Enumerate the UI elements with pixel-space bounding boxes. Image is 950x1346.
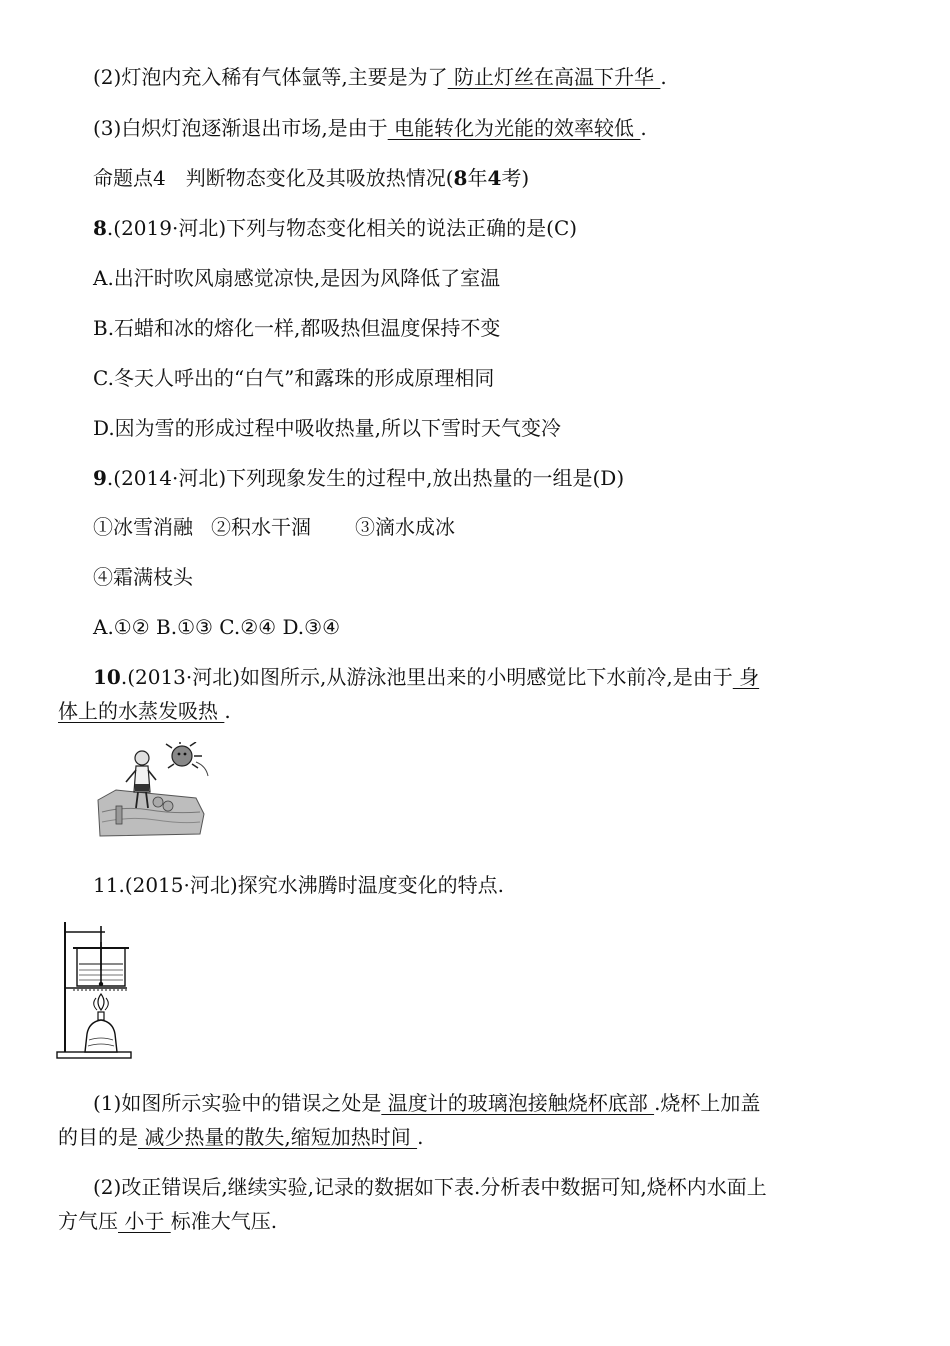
q9-item-4: ④霜满枝头 [93,565,193,589]
q7-part2-answer: 防止灯丝在高温下升华 [447,65,661,89]
q8-option-c: C.冬天人呼出的“白气”和露珠的形成原理相同 [93,366,495,390]
q11-part1-answer: 温度计的玻璃泡接触烧杯底部 [381,1091,655,1115]
section-heading [93,165,529,191]
q11-part1 [93,1090,760,1116]
q8-option-a: A.出汗时吹风扇感觉凉快,是因为风降低了室温 [93,266,501,290]
section-end: 考) [501,166,530,190]
q8-stem-text: .(2019·河北)下列与物态变化相关的说法正确的是(C) [106,216,578,240]
q11-part2-line2-text: 方气压 [58,1209,118,1233]
q7-part3-text: (3)白炽灯泡逐渐退出市场,是由于 [93,116,388,140]
q10-stem [93,664,759,690]
q11-part1-tail: .烧杯上加盖 [654,1091,761,1115]
section-count: 4 [487,166,502,190]
q10-number: 10 [93,665,121,689]
q8-stem [93,215,577,241]
q7-part2-end: . [660,65,667,89]
q11-part1-answer2: 减少热量的散失,缩短加热时间 [138,1125,418,1149]
q11-part1-line2 [58,1124,423,1150]
q10-answer-part1: 身 [732,665,760,689]
q11-part1-line2-end: . [417,1125,424,1149]
q11-part1-text: (1)如图所示实验中的错误之处是 [93,1091,382,1115]
q11-part2-line2 [58,1208,277,1234]
q7-part2 [93,64,667,90]
section-title: 判断物态变化及其吸放热情况( [185,166,454,190]
q8-number: 8 [93,216,107,240]
q11-part2-end: 标准大气压. [170,1209,278,1233]
q10-stem-text: .(2013·河北)如图所示,从游泳池里出来的小明感觉比下水前冷,是由于 [120,665,733,689]
q7-part3 [93,115,647,141]
q7-part2-text: (2)灯泡内充入稀有气体氩等,主要是为了 [93,65,448,89]
q9-item-3: ③滴水成冰 [355,515,455,539]
q9-items-row [93,514,455,540]
q10-line2 [58,698,231,724]
q9-stem [93,465,624,491]
q10-end: . [224,699,231,723]
q7-part3-end: . [640,116,647,140]
q11-stem: 11.(2015·河北)探究水沸腾时温度变化的特点. [93,873,505,897]
boiling-apparatus-diagram [55,918,135,1060]
q11-part1-line2-text: 的目的是 [58,1125,138,1149]
q9-stem-text: .(2014·河北)下列现象发生的过程中,放出热量的一组是(D) [106,466,625,490]
q8-option-d: D.因为雪的形成过程中吸收热量,所以下雪时天气变冷 [93,416,562,440]
swimmer-illustration [96,742,216,842]
q9-item-1: ①冰雪消融 [93,515,193,539]
q8-option-b: B.石蜡和冰的熔化一样,都吸热但温度保持不变 [93,316,501,340]
q9-number: 9 [93,466,107,490]
section-mid: 年 [467,166,488,190]
q11-part2: (2)改正错误后,继续实验,记录的数据如下表.分析表中数据可知,烧杯内水面上 [93,1175,767,1199]
q9-item-2: ②积水干涸 [211,515,311,539]
section-years: 8 [453,166,468,190]
q9-options: A.①② B.①③ C.②④ D.③④ [93,615,340,639]
q10-answer-part2: 体上的水蒸发吸热 [58,699,225,723]
q7-part3-answer: 电能转化为光能的效率较低 [387,116,641,140]
q11-part2-answer: 小于 [118,1209,171,1233]
section-label: 命题点4 [93,166,166,190]
